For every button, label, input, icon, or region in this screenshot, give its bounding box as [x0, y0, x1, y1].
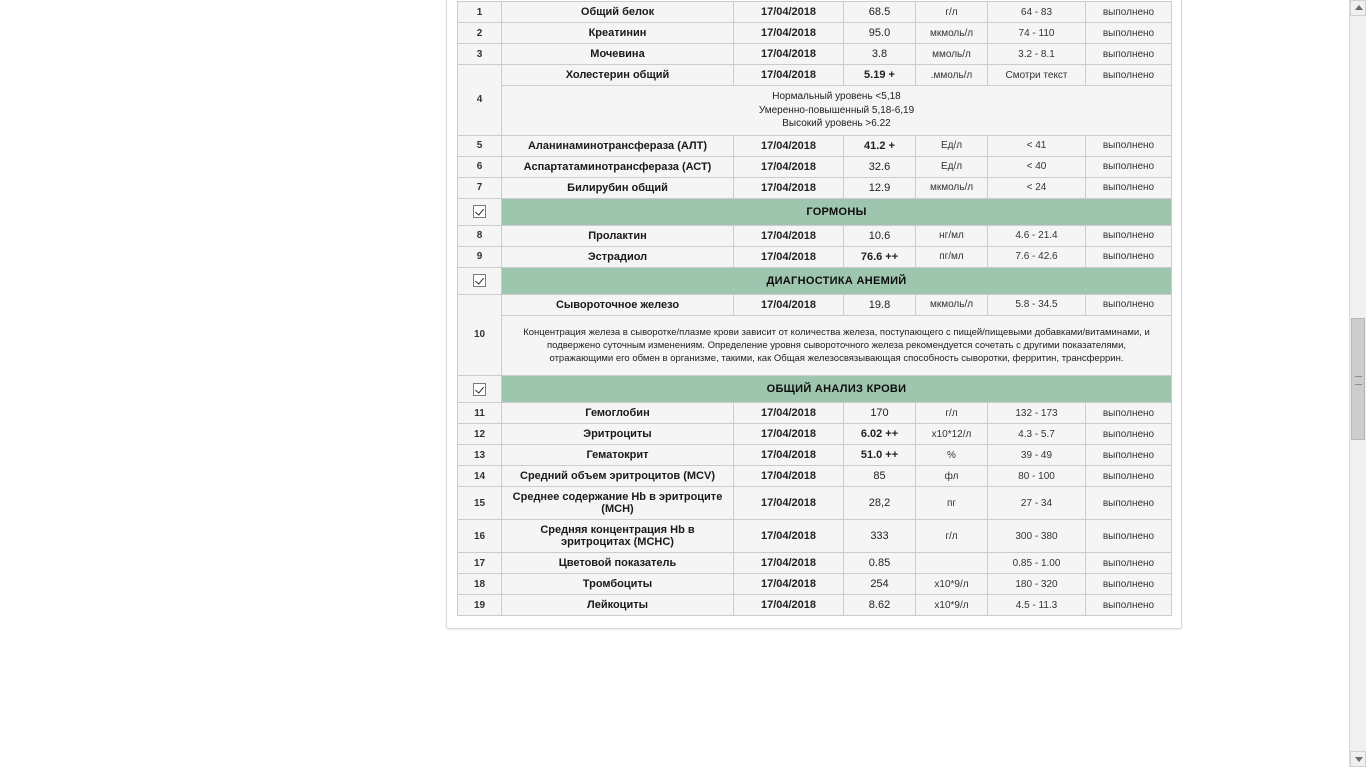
result-date: 17/04/2018 [734, 403, 844, 424]
result-value: 28,2 [844, 487, 916, 520]
table-row [458, 65, 1172, 86]
reference-range: 5.8 - 34.5 [988, 294, 1086, 315]
result-date: 17/04/2018 [734, 595, 844, 616]
table-row [458, 487, 1172, 520]
result-status: выполнено [1086, 520, 1172, 553]
result-value: 12.9 [844, 177, 916, 198]
result-unit: г/л [916, 520, 988, 553]
row-number: 4 [458, 65, 502, 136]
analyte-name: Креатинин [502, 23, 734, 44]
results-panel [446, 0, 1182, 629]
result-date: 17/04/2018 [734, 65, 844, 86]
row-number: 12 [458, 424, 502, 445]
row-number: 18 [458, 574, 502, 595]
analyte-name: Средняя концентрация Hb в эритроцитах (MCHC) [502, 520, 734, 553]
result-unit: мкмоль/л [916, 177, 988, 198]
result-status: выполнено [1086, 466, 1172, 487]
result-value: 95.0 [844, 23, 916, 44]
scrollbar-thumb[interactable] [1351, 318, 1365, 440]
result-status: выполнено [1086, 574, 1172, 595]
result-status: выполнено [1086, 2, 1172, 23]
result-date: 17/04/2018 [734, 44, 844, 65]
analyte-name: Эстрадиол [502, 246, 734, 267]
reference-range: < 41 [988, 135, 1086, 156]
table-row [458, 156, 1172, 177]
analyte-name: Эритроциты [502, 424, 734, 445]
table-row [458, 595, 1172, 616]
table-row [458, 403, 1172, 424]
reference-range: 27 - 34 [988, 487, 1086, 520]
table-row [458, 553, 1172, 574]
row-number: 5 [458, 135, 502, 156]
group-header-row [458, 376, 1172, 403]
result-unit: .ммоль/л [916, 65, 988, 86]
reference-range: 4.3 - 5.7 [988, 424, 1086, 445]
row-number: 2 [458, 23, 502, 44]
row-number: 15 [458, 487, 502, 520]
analyte-name: Среднее содержание Hb в эритроците (MCH) [502, 487, 734, 520]
result-note: Концентрация железа в сыворотке/плазме крови зависит от количества железа, поступающего с пищей/пищевыми добавками/витаминами, и подвержено суточным изменениям. Определение уровня сывороточного железа рекомендуется сочетать с другими показателями, отражающими его обмен в организме, такими, как Общая железосвязывающая способность сыворотки, ферритин, трансферрин. [502, 315, 1172, 376]
result-unit: Ед/л [916, 156, 988, 177]
table-row [458, 424, 1172, 445]
reference-range: 0.85 - 1.00 [988, 553, 1086, 574]
row-number: 7 [458, 177, 502, 198]
result-status: выполнено [1086, 445, 1172, 466]
reference-range: 132 - 173 [988, 403, 1086, 424]
result-date: 17/04/2018 [734, 487, 844, 520]
analyte-name: Лейкоциты [502, 595, 734, 616]
result-date: 17/04/2018 [734, 574, 844, 595]
result-date: 17/04/2018 [734, 156, 844, 177]
result-status: выполнено [1086, 156, 1172, 177]
analyte-name: Пролактин [502, 225, 734, 246]
analyte-name: Гемоглобин [502, 403, 734, 424]
row-number: 14 [458, 466, 502, 487]
checkbox-checked-icon[interactable] [473, 205, 486, 218]
group-header-row [458, 267, 1172, 294]
result-value: 6.02 ++ [844, 424, 916, 445]
group-title: ОБЩИЙ АНАЛИЗ КРОВИ [502, 376, 1172, 403]
analyte-name: Аланинаминотрансфераза (АЛТ) [502, 135, 734, 156]
result-date: 17/04/2018 [734, 424, 844, 445]
scroll-up-button[interactable] [1350, 0, 1366, 16]
result-value: 85 [844, 466, 916, 487]
scroll-down-button[interactable] [1350, 751, 1366, 767]
result-date: 17/04/2018 [734, 294, 844, 315]
reference-range: 64 - 83 [988, 2, 1086, 23]
table-row [458, 466, 1172, 487]
result-unit: x10*9/л [916, 574, 988, 595]
result-status: выполнено [1086, 246, 1172, 267]
result-unit: пг [916, 487, 988, 520]
row-number: 16 [458, 520, 502, 553]
result-unit: x10*12/л [916, 424, 988, 445]
analyte-name: Холестерин общий [502, 65, 734, 86]
result-value: 68.5 [844, 2, 916, 23]
page-scrollbar[interactable] [1349, 0, 1366, 767]
result-value: 0.85 [844, 553, 916, 574]
row-number: 10 [458, 294, 502, 376]
result-unit: г/л [916, 403, 988, 424]
group-title: ГОРМОНЫ [502, 198, 1172, 225]
result-unit: нг/мл [916, 225, 988, 246]
table-row [458, 135, 1172, 156]
table-row [458, 44, 1172, 65]
result-value: 170 [844, 403, 916, 424]
result-value: 19.8 [844, 294, 916, 315]
table-row [458, 177, 1172, 198]
result-unit: Ед/л [916, 135, 988, 156]
analyte-name: Тромбоциты [502, 574, 734, 595]
row-number: 11 [458, 403, 502, 424]
table-row [458, 520, 1172, 553]
table-row [458, 2, 1172, 23]
table-row [458, 23, 1172, 44]
result-status: выполнено [1086, 23, 1172, 44]
result-status: выполнено [1086, 403, 1172, 424]
result-date: 17/04/2018 [734, 553, 844, 574]
result-date: 17/04/2018 [734, 2, 844, 23]
group-checkbox-cell[interactable] [458, 267, 502, 294]
reference-range: 80 - 100 [988, 466, 1086, 487]
result-date: 17/04/2018 [734, 177, 844, 198]
row-number: 9 [458, 246, 502, 267]
analyte-name: Сывороточное железо [502, 294, 734, 315]
reference-range: 4.6 - 21.4 [988, 225, 1086, 246]
result-status: выполнено [1086, 225, 1172, 246]
analyte-name: Общий белок [502, 2, 734, 23]
note-row [458, 86, 1172, 136]
reference-range: 74 - 110 [988, 23, 1086, 44]
result-status: выполнено [1086, 65, 1172, 86]
result-unit: г/л [916, 2, 988, 23]
result-status: выполнено [1086, 44, 1172, 65]
result-unit: пг/мл [916, 246, 988, 267]
result-value: 41.2 + [844, 135, 916, 156]
result-date: 17/04/2018 [734, 246, 844, 267]
table-row [458, 225, 1172, 246]
row-number: 13 [458, 445, 502, 466]
result-unit: x10*9/л [916, 595, 988, 616]
reference-range: Смотри текст [988, 65, 1086, 86]
reference-range: < 24 [988, 177, 1086, 198]
analyte-name: Гематокрит [502, 445, 734, 466]
result-date: 17/04/2018 [734, 520, 844, 553]
result-unit [916, 553, 988, 574]
result-value: 32.6 [844, 156, 916, 177]
result-value: 10.6 [844, 225, 916, 246]
group-title: ДИАГНОСТИКА АНЕМИЙ [502, 267, 1172, 294]
table-row [458, 445, 1172, 466]
analyte-name: Мочевина [502, 44, 734, 65]
result-date: 17/04/2018 [734, 23, 844, 44]
analyte-name: Средний объем эритроцитов (MCV) [502, 466, 734, 487]
result-unit: мкмоль/л [916, 294, 988, 315]
group-checkbox-cell[interactable] [458, 376, 502, 403]
result-date: 17/04/2018 [734, 225, 844, 246]
reference-range: < 40 [988, 156, 1086, 177]
group-checkbox-cell[interactable] [458, 198, 502, 225]
result-note: Нормальный уровень <5,18 Умеренно-повышенный 5,18-6,19 Высокий уровень >6.22 [502, 86, 1172, 136]
checkbox-checked-icon[interactable] [473, 274, 486, 287]
checkbox-checked-icon[interactable] [473, 383, 486, 396]
result-value: 76.6 ++ [844, 246, 916, 267]
result-status: выполнено [1086, 595, 1172, 616]
row-number: 19 [458, 595, 502, 616]
analyte-name: Билирубин общий [502, 177, 734, 198]
lab-results-body [458, 2, 1172, 616]
result-unit: фл [916, 466, 988, 487]
row-number: 8 [458, 225, 502, 246]
result-status: выполнено [1086, 487, 1172, 520]
note-row [458, 315, 1172, 376]
reference-range: 7.6 - 42.6 [988, 246, 1086, 267]
row-number: 17 [458, 553, 502, 574]
reference-range: 300 - 380 [988, 520, 1086, 553]
result-status: выполнено [1086, 553, 1172, 574]
reference-range: 39 - 49 [988, 445, 1086, 466]
result-unit: ммоль/л [916, 44, 988, 65]
result-value: 5.19 + [844, 65, 916, 86]
row-number: 1 [458, 2, 502, 23]
reference-range: 4.5 - 11.3 [988, 595, 1086, 616]
result-status: выполнено [1086, 294, 1172, 315]
result-value: 333 [844, 520, 916, 553]
group-header-row [458, 198, 1172, 225]
result-status: выполнено [1086, 424, 1172, 445]
chevron-up-icon [1355, 5, 1363, 10]
result-status: выполнено [1086, 177, 1172, 198]
result-date: 17/04/2018 [734, 445, 844, 466]
result-unit: % [916, 445, 988, 466]
table-row [458, 574, 1172, 595]
result-status: выполнено [1086, 135, 1172, 156]
scrollbar-grip-icon [1355, 376, 1362, 385]
result-value: 254 [844, 574, 916, 595]
result-value: 51.0 ++ [844, 445, 916, 466]
reference-range: 180 - 320 [988, 574, 1086, 595]
analyte-name: Аспартатаминотрансфераза (АСТ) [502, 156, 734, 177]
row-number: 6 [458, 156, 502, 177]
result-date: 17/04/2018 [734, 466, 844, 487]
result-unit: мкмоль/л [916, 23, 988, 44]
table-row [458, 246, 1172, 267]
reference-range: 3.2 - 8.1 [988, 44, 1086, 65]
result-date: 17/04/2018 [734, 135, 844, 156]
table-row [458, 294, 1172, 315]
chevron-down-icon [1355, 757, 1363, 762]
lab-results-table [457, 1, 1172, 616]
result-value: 8.62 [844, 595, 916, 616]
row-number: 3 [458, 44, 502, 65]
analyte-name: Цветовой показатель [502, 553, 734, 574]
result-value: 3.8 [844, 44, 916, 65]
